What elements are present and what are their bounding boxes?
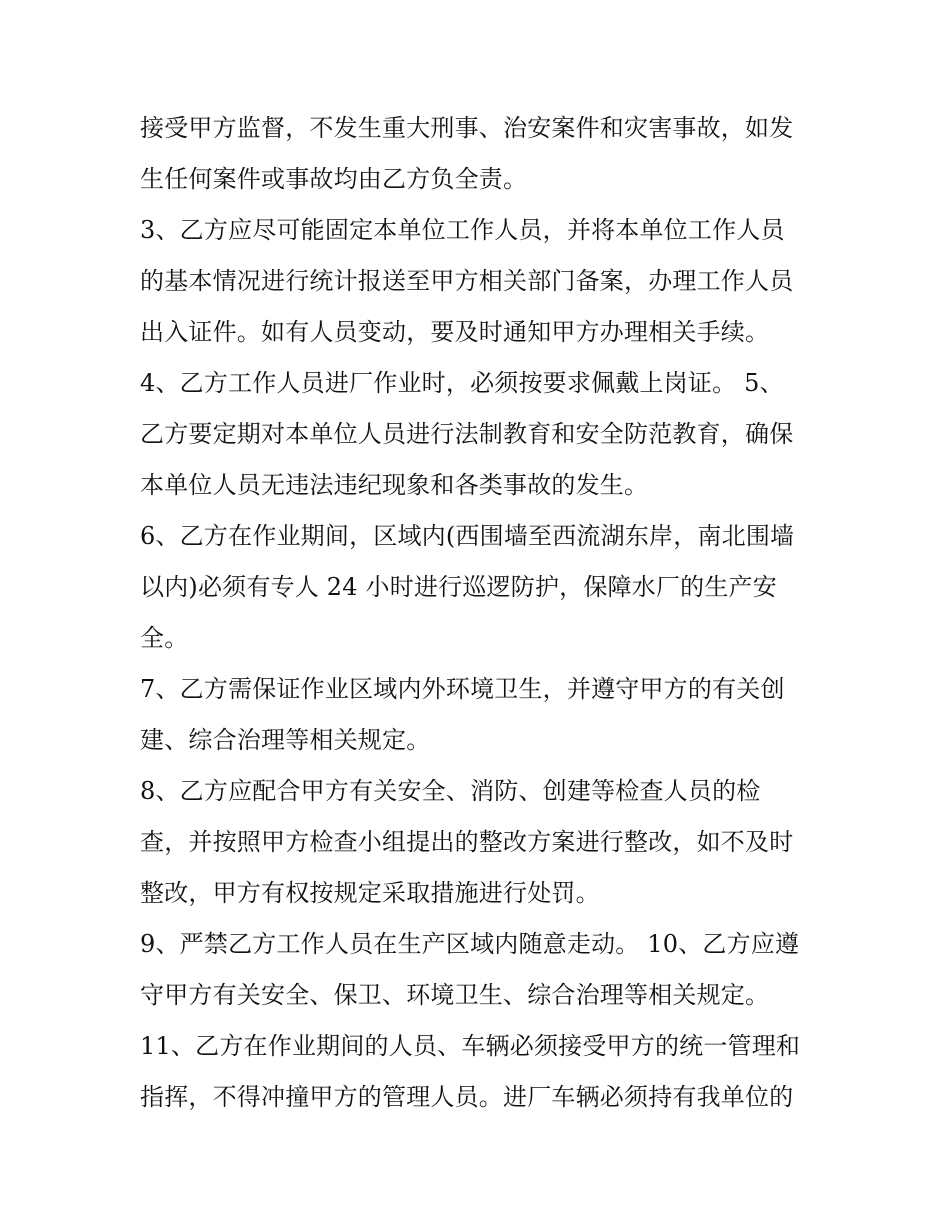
text-line: 7、乙方需保证作业区域内外环境卫生，并遵守甲方的有关创: [140, 675, 785, 703]
text-line: 指挥，不得冲撞甲方的管理人员。进厂车辆必须持有我单位的: [140, 1083, 794, 1111]
text-line: 9、严禁乙方工作人员在生产区域内随意走动。 10、乙方应遵: [140, 930, 800, 958]
text-line: 4、乙方工作人员进厂作业时，必须按要求佩戴上岗证。 5、: [140, 369, 784, 397]
text-line: 接受甲方监督，不发生重大刑事、治安案件和灾害事故，如发: [140, 114, 794, 142]
text-line: 整改，甲方有权按规定采取措施进行处罚。: [140, 879, 600, 907]
text-line: 3、乙方应尽可能固定本单位工作人员，并将本单位工作人员: [140, 216, 785, 244]
text-line: 6、乙方在作业期间，区域内(西围墙至西流湖东岸，南北围墙: [140, 522, 795, 550]
text-line: 建、综合治理等相关规定。: [140, 726, 431, 754]
text-line: 全。: [140, 624, 189, 652]
text-line: 8、乙方应配合甲方有关安全、消防、创建等检查人员的检: [140, 777, 761, 805]
text-line: 乙方要定期对本单位人员进行法制教育和安全防范教育，确保: [140, 420, 794, 448]
text-line: 生任何案件或事故均由乙方负全责。: [140, 165, 528, 193]
text-line: 守甲方有关安全、保卫、环境卫生、综合治理等相关规定。: [140, 981, 770, 1009]
text-line: 本单位人员无违法违纪现象和各类事故的发生。: [140, 471, 649, 499]
document-body: [140, 103, 820, 1123]
text-line: 以内)必须有专人 24 小时进行巡逻防护，保障水厂的生产安: [140, 573, 777, 601]
text-line: 查，并按照甲方检查小组提出的整改方案进行整改，如不及时: [140, 828, 794, 856]
text-line: 11、乙方在作业期间的人员、车辆必须接受甲方的统一管理和: [140, 1032, 801, 1060]
text-line: 的基本情况进行统计报送至甲方相关部门备案，办理工作人员: [140, 267, 794, 295]
text-line: 出入证件。如有人员变动，要及时通知甲方办理相关手续。: [140, 318, 770, 346]
